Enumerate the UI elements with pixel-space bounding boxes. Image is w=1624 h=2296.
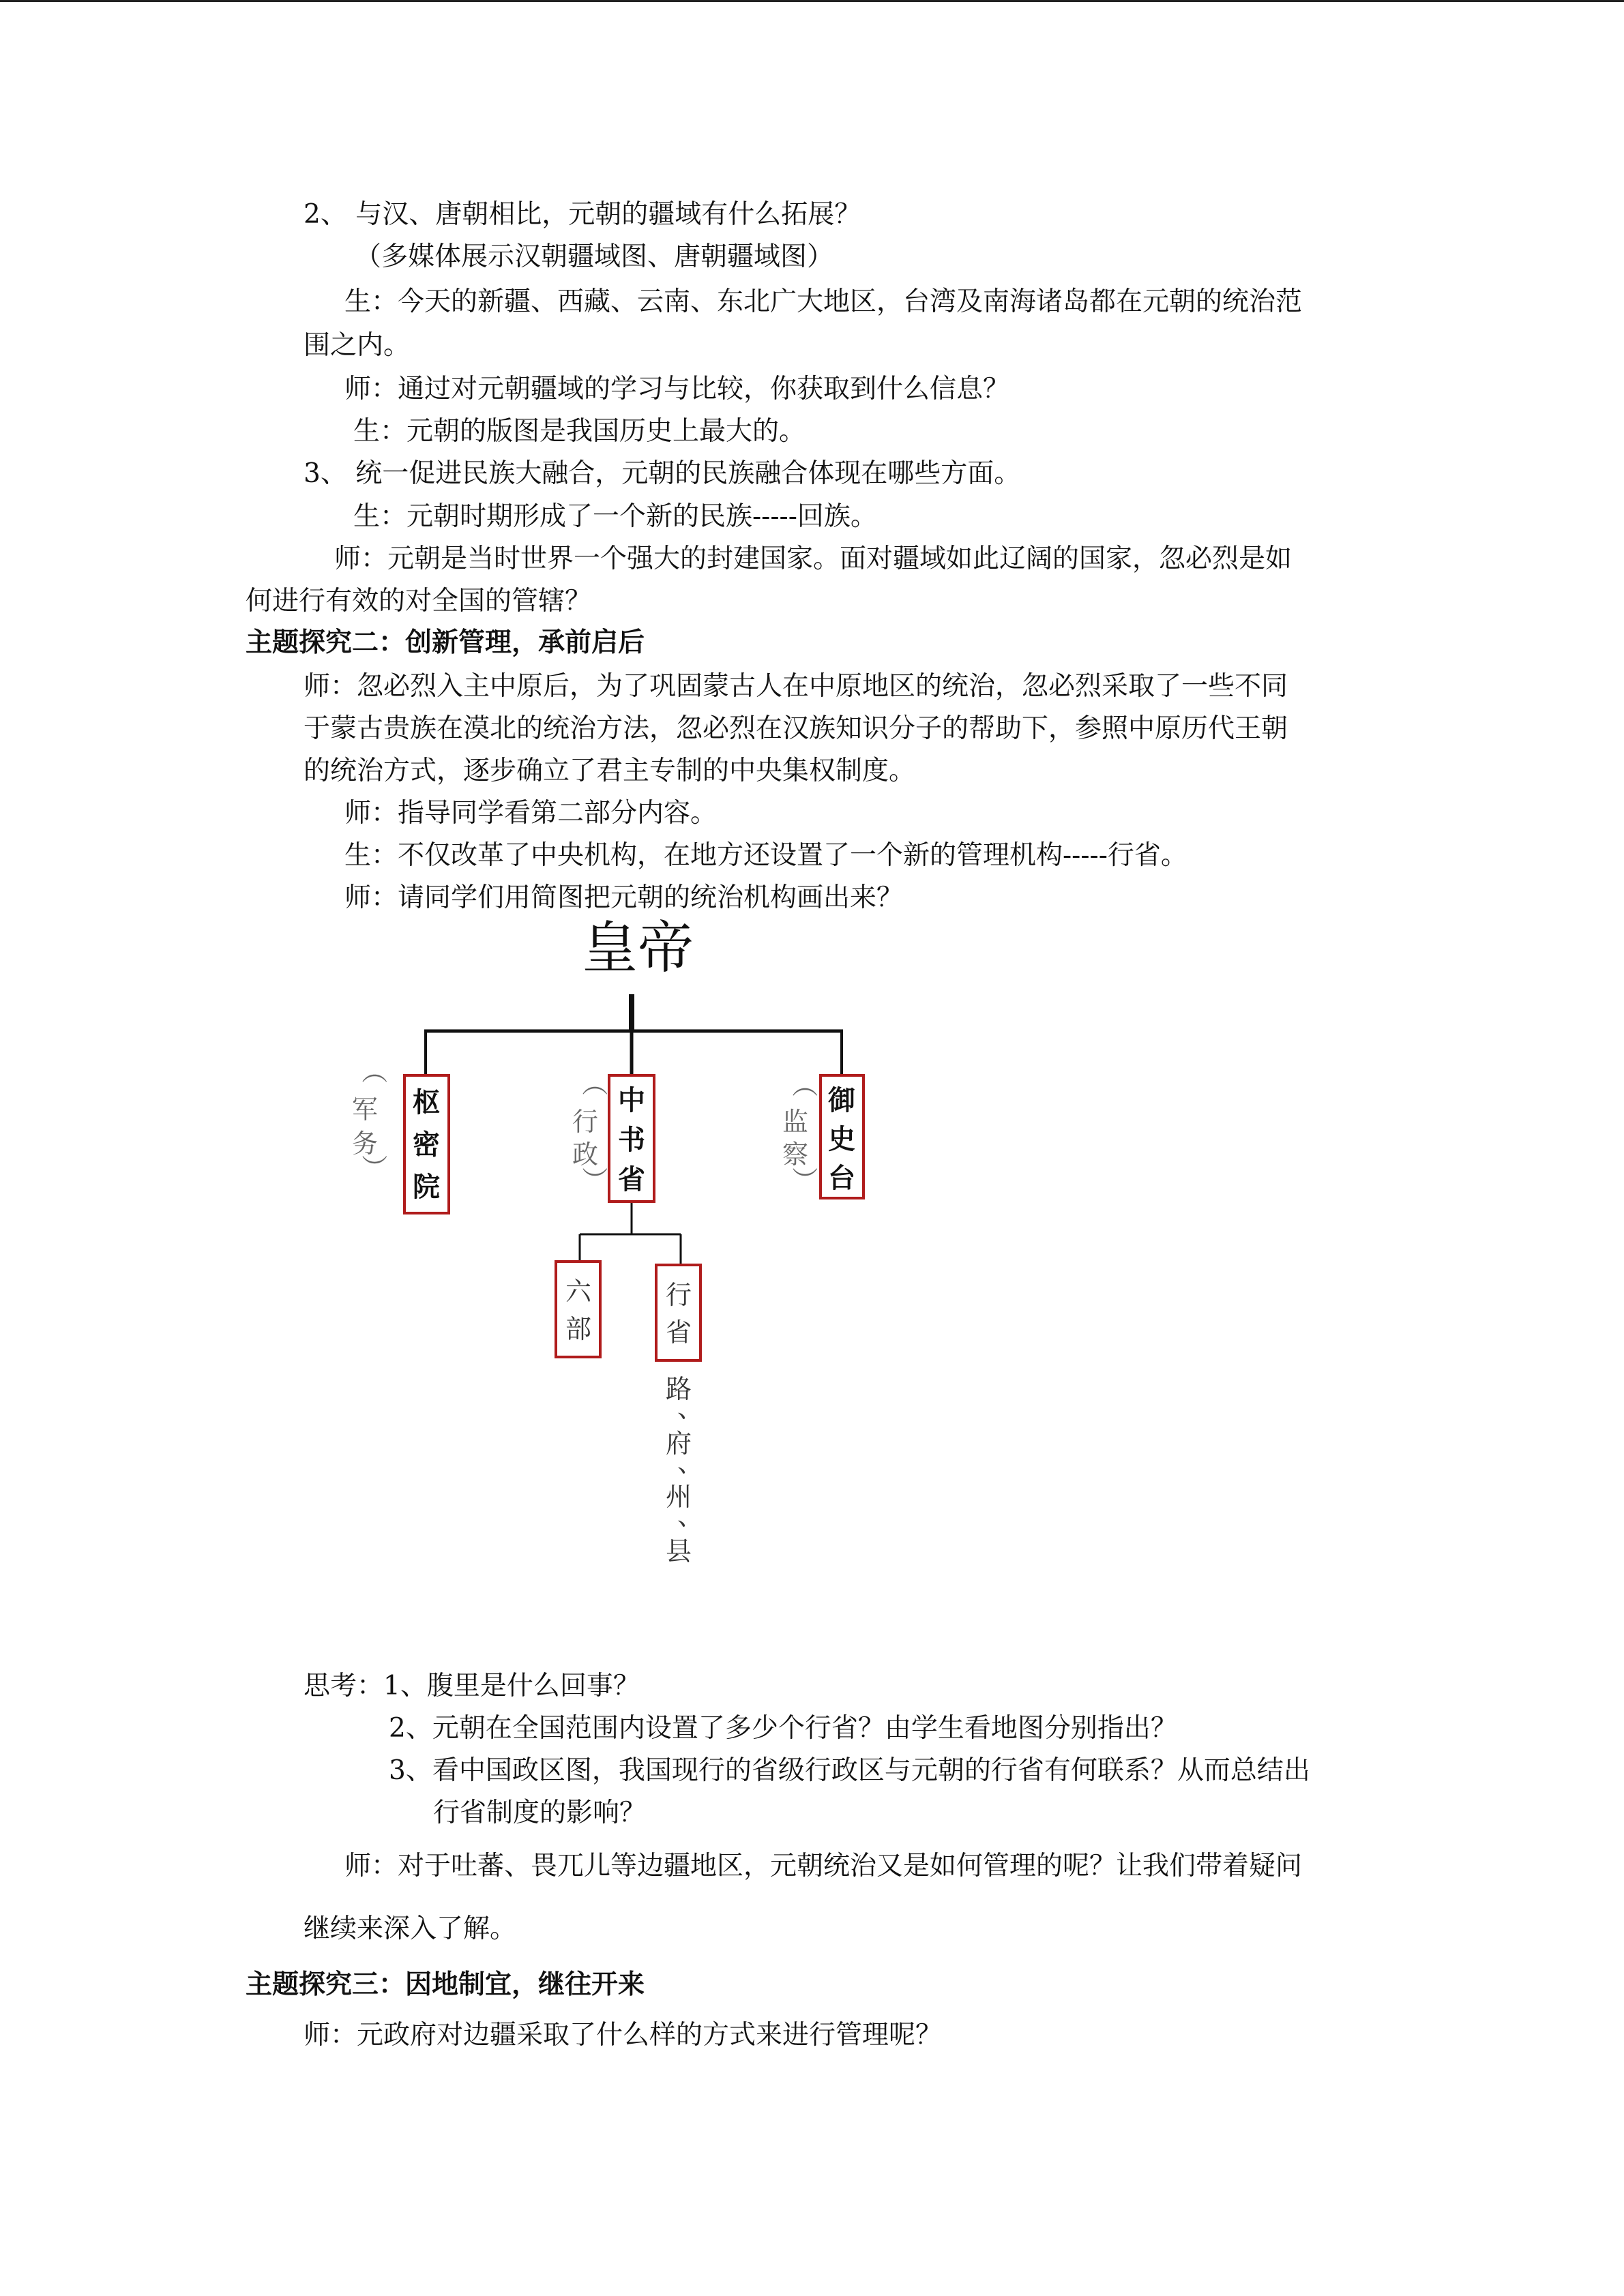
yushitai-char-2: 史 [828,1124,855,1155]
local-sep-1: 、 [677,1393,704,1423]
shumiyuan-char-2: 密 [413,1129,440,1161]
local-char-fu: 府 [665,1429,692,1459]
local-sep-2: 、 [677,1448,704,1478]
yushitai-char-1: 御 [828,1085,855,1116]
teacher-guide: 师：指导同学看第二部分内容。 [344,798,718,829]
teacher-border-question-line1: 师：对于吐蕃、畏兀儿等边疆地区，元朝统治又是如何管理的呢？让我们带着疑问 [344,1851,1303,1881]
local-char-lu: 路 [665,1374,692,1404]
yushitai-note-open: （ [789,1071,819,1098]
section-heading-2: 主题探究二：创新管理，承前启后 [246,627,645,658]
yuan-government-diagram [0,914,1624,1609]
zhongshusheng-note-close: ） [579,1166,609,1193]
teacher-statement-line1: 师：元朝是当时世界一个强大的封建国家。面对疆域如此辽阔的国家，忽必烈是如 [334,543,1293,574]
zhongshusheng-note-char-2: 政 [572,1139,599,1169]
liubu-char-1: 六 [565,1277,592,1307]
think-3-line2: 行省制度的影响？ [433,1798,647,1828]
liubu-char-2: 部 [565,1314,592,1344]
multimedia-note: （多媒体展示汉朝疆域图、唐朝疆域图） [355,241,834,272]
teacher-para-line2: 于蒙古贵族在漠北的统治方法，忽必烈在汉族知识分子的帮助下，参照中原历代王朝 [304,713,1288,744]
shumiyuan-char-3: 院 [413,1172,440,1203]
zhongshusheng-char-2: 书 [618,1124,645,1156]
yushitai-note-char-1: 监 [782,1107,809,1137]
local-char-zhou: 州 [665,1482,692,1512]
teacher-draw-request: 师：请同学们用简图把元朝的统治机构画出来？ [344,882,904,913]
yushitai-note-char-2: 察 [782,1139,809,1169]
zhongshusheng-note-char-1: 行 [572,1107,599,1137]
section-heading-3: 主题探究三：因地制宜，继往开来 [246,1969,645,2000]
local-char-xian: 县 [665,1536,692,1566]
teacher-para-line1: 师：忽必烈入主中原后，为了巩固蒙古人在中原地区的统治，忽必烈采取了一些不同 [304,671,1288,702]
shumiyuan-note-close: ） [359,1154,389,1181]
think-2: 2、元朝在全国范围内设置了多少个行省？由学生看地图分别指出？ [389,1713,1177,1744]
teacher-statement-line2: 何进行有效的对全国的管辖？ [246,586,592,616]
student-answer-line1: 生：今天的新疆、西藏、云南、东北广大地区，台湾及南海诸岛都在元朝的统治范 [344,286,1303,317]
think-1: 思考：1、腹里是什么回事？ [304,1671,640,1701]
yushitai-note-close: ） [789,1166,819,1193]
shumiyuan-char-1: 枢 [413,1087,440,1118]
zhongshusheng-char-3: 省 [618,1164,645,1195]
yushitai-char-3: 台 [828,1163,855,1194]
page-top-border [0,0,1624,2]
shumiyuan-note-char-2: 务 [351,1129,379,1159]
question-3: 3、 统一促进民族大融合，元朝的民族融合体现在哪些方面。 [304,458,1021,489]
student-answer-line2: 围之内。 [304,330,411,361]
student-reform: 生：不仅改革了中央机构，在地方还设置了一个新的管理机构-----行省。 [344,840,1187,871]
xingsheng-char-1: 行 [665,1280,692,1310]
local-sep-3: 、 [677,1501,704,1531]
student-answer: 生：元朝的版图是我国历史上最大的。 [353,416,806,447]
teacher-para-line3: 的统治方式，逐步确立了君主专制的中央集权制度。 [304,756,916,786]
shumiyuan-note-open: （ [359,1057,389,1084]
question-2: 2、 与汉、唐朝相比，元朝的疆域有什么拓展？ [304,199,861,230]
xingsheng-char-2: 省 [665,1317,692,1347]
shumiyuan-note-char-1: 军 [351,1094,379,1124]
zhongshusheng-char-1: 中 [618,1085,645,1116]
zhongshusheng-note-open: （ [579,1069,609,1097]
think-3-line1: 3、看中国政区图，我国现行的省级行政区与元朝的行省有何联系？从而总结出 [389,1755,1310,1786]
teacher-final-question: 师：元政府对边疆采取了什么样的方式来进行管理呢？ [304,2020,943,2051]
student-answer-huizu: 生：元朝时期形成了一个新的民族-----回族。 [353,501,877,532]
emperor-label: 皇帝 [581,916,694,981]
teacher-question: 师：通过对元朝疆域的学习与比较，你获取到什么信息？ [344,374,1010,404]
teacher-border-question-line2: 继续来深入了解。 [304,1913,517,1944]
